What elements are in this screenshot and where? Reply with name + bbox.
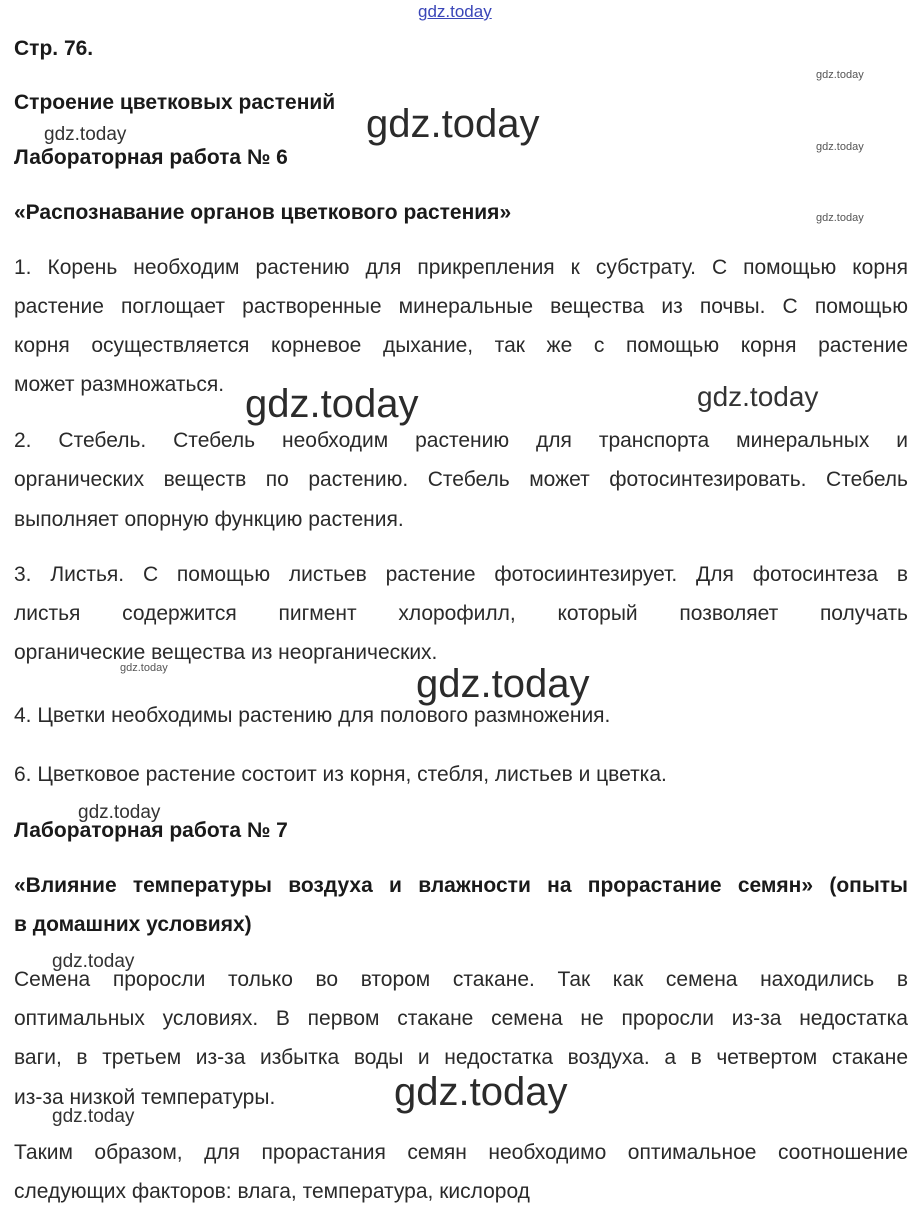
watermark-tiny: gdz.today	[816, 69, 864, 81]
lab7-subtitle-line: «Влияние температуры воздуха и влажности на прорастание семян» (опыты	[14, 874, 908, 897]
watermark-small: gdz.today	[52, 951, 135, 972]
watermark-small: gdz.today	[44, 124, 127, 145]
lab6-title: Лабораторная работа № 6	[14, 146, 288, 169]
watermark-large: gdz.today	[245, 382, 419, 426]
document-page	[14, 0, 908, 1220]
watermark-large: gdz.today	[416, 662, 590, 706]
lab6-paragraph-4: 4. Цветки необходимы растению для полового размножения.	[14, 704, 611, 727]
lab7-subtitle-line: в домашних условиях)	[14, 913, 252, 936]
section-title: Строение цветковых растений	[14, 91, 336, 114]
lab6-paragraph-1-line: может размножаться.	[14, 373, 225, 396]
lab6-paragraph-2-line: 2. Стебель. Стебель необходим растению для транспорта минеральных и	[14, 429, 908, 452]
lab6-paragraph-2-line: выполняет опорную функцию растения.	[14, 508, 404, 531]
lab7-paragraph-2-line: Таким образом, для прорастания семян необходимо оптимальное соотношение	[14, 1141, 908, 1164]
watermark-tiny: gdz.today	[816, 141, 864, 153]
watermark-small: gdz.today	[52, 1106, 135, 1127]
lab6-paragraph-3-line: органические вещества из неорганических.	[14, 641, 438, 664]
lab6-paragraph-3-line: листья содержится пигмент хлорофилл, который позволяет получать	[14, 602, 908, 625]
lab6-paragraph-2-line: органических веществ по растению. Стебель может фотосинтезировать. Стебель	[14, 468, 908, 491]
lab6-paragraph-6: 6. Цветковое растение состоит из корня, стебля, листьев и цветка.	[14, 763, 667, 786]
lab6-paragraph-1-line: корня осуществляется корневое дыхание, так же с помощью корня растение	[14, 334, 908, 357]
lab6-paragraph-1-line: 1. Корень необходим растению для прикрепления к субстрату. С помощью корня	[14, 256, 908, 279]
lab6-paragraph-3-line: 3. Листья. С помощью листьев растение фотосиинтезирует. Для фотосинтеза в	[14, 563, 908, 586]
lab6-subtitle: «Распознавание органов цветкового растения»	[14, 201, 512, 224]
watermark-tiny: gdz.today	[120, 662, 168, 674]
watermark-tiny: gdz.today	[816, 212, 864, 224]
page-reference: Стр. 76.	[14, 37, 94, 60]
watermark-top: gdz.today	[418, 2, 492, 21]
lab6-paragraph-1-line: растение поглощает растворенные минеральные вещества из почвы. С помощью	[14, 295, 908, 318]
lab7-paragraph-2-line: следующих факторов: влага, температура, кислород	[14, 1180, 530, 1203]
lab7-paragraph-1-line: оптимальных условиях. В первом стакане семена не проросли из-за недостатка	[14, 1007, 908, 1030]
watermark-large: gdz.today	[394, 1070, 568, 1114]
lab7-paragraph-1-line: из-за низкой температуры.	[14, 1086, 276, 1109]
lab7-paragraph-1-line: ваги, в третьем из-за избытка воды и недостатка воздуха. а в четвертом стакане	[14, 1046, 908, 1069]
watermark-small: gdz.today	[78, 802, 161, 823]
lab7-paragraph-1-line: Семена проросли только во втором стакане. Так как семена находились в	[14, 968, 908, 991]
watermark-medium: gdz.today	[697, 381, 819, 412]
lab7-title: Лабораторная работа № 7	[14, 819, 288, 842]
watermark-large: gdz.today	[366, 102, 540, 146]
